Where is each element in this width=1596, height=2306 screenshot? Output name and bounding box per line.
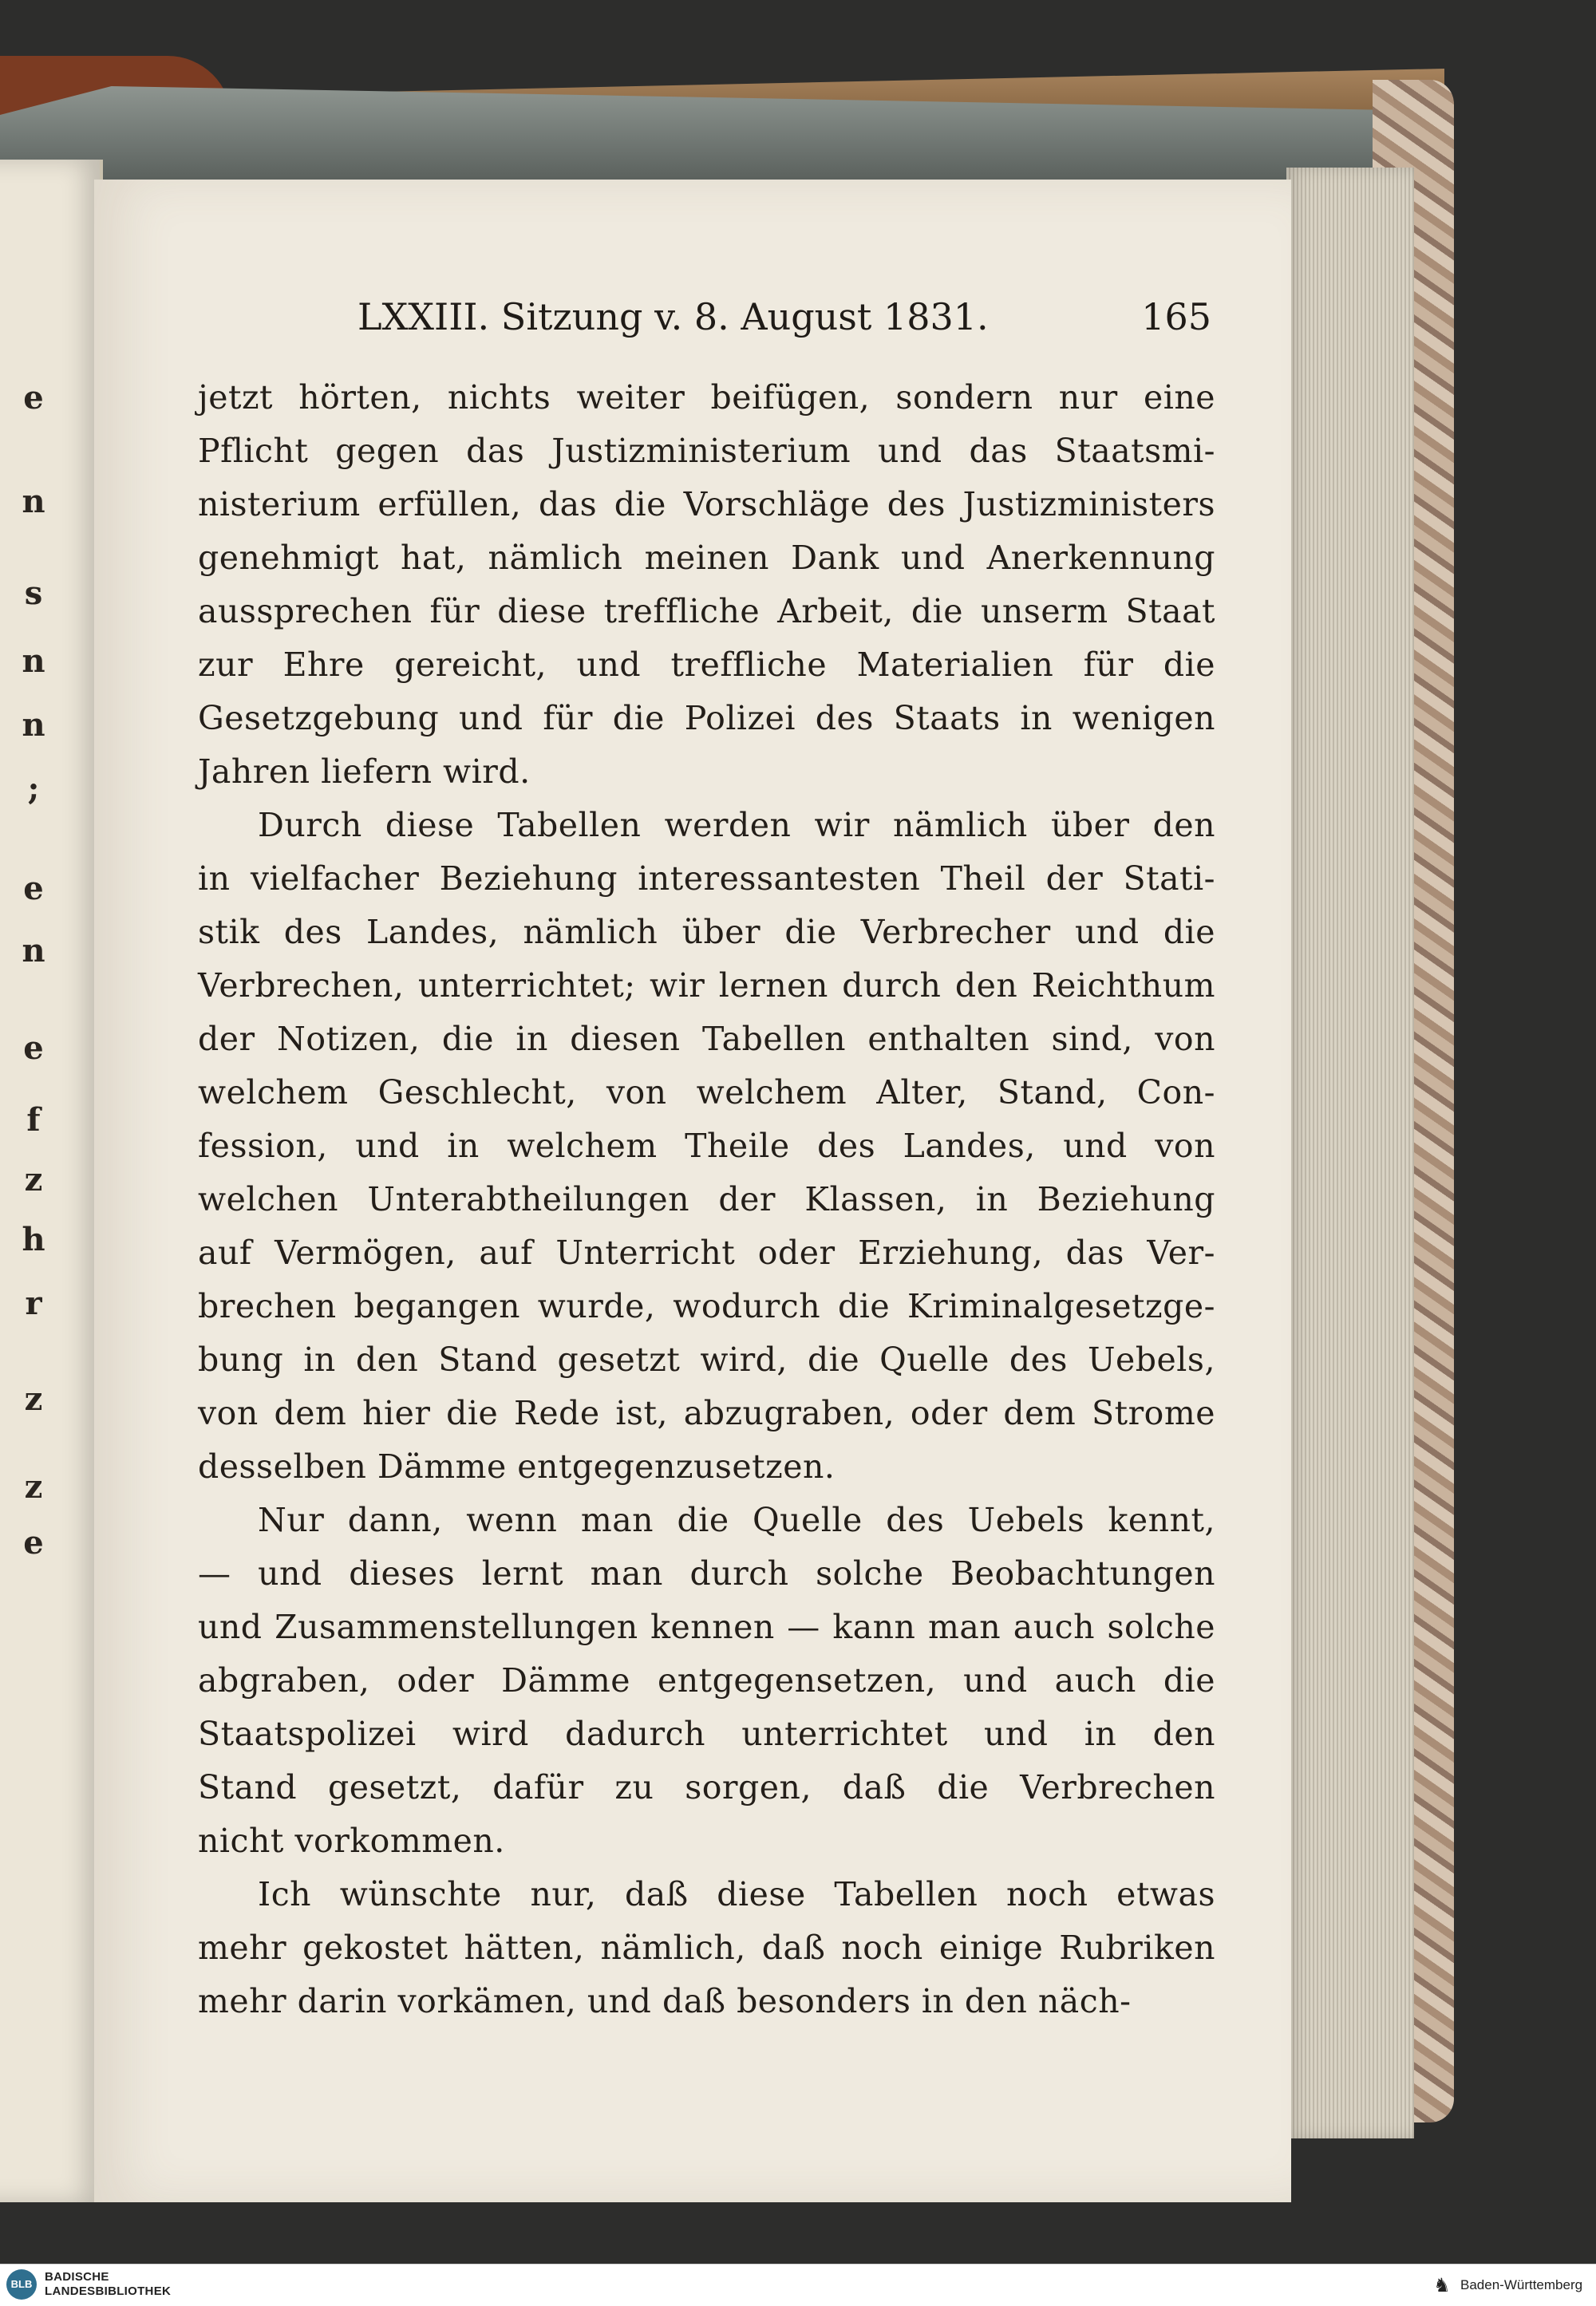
left-page-fragment: z bbox=[24, 1161, 43, 1198]
left-page-fragment: s bbox=[24, 575, 43, 612]
text-line: abgraben, oder Dämme entgegensetzen, und auch die bbox=[198, 1661, 1215, 1700]
text-line: zur Ehre gereicht, und treffliche Materialien für die bbox=[198, 646, 1215, 684]
book-page bbox=[94, 180, 1291, 2202]
library-name-line2: LANDESBIBLIOTHEK bbox=[45, 2284, 172, 2298]
left-page-fragment: z bbox=[24, 1468, 43, 1506]
text-line: welchem Geschlecht, von welchem Alter, Stand, Con- bbox=[198, 1073, 1215, 1112]
left-page-fragment: e bbox=[23, 1524, 44, 1562]
coat-of-arms-icon: ♞ bbox=[1433, 2274, 1451, 2296]
text-line: Durch diese Tabellen werden wir nämlich über den bbox=[258, 806, 1215, 844]
text-line: Gesetzgebung und für die Polizei des Staats in wenigen bbox=[198, 699, 1215, 737]
left-page-fragment: e bbox=[23, 870, 44, 907]
left-page-fragment: n bbox=[22, 483, 45, 520]
text-line: von dem hier die Rede ist, abzugraben, oder dem Strome bbox=[198, 1394, 1215, 1432]
text-line: welchen Unterabtheilungen der Klassen, in Beziehung bbox=[198, 1180, 1215, 1218]
page-block-side-edge bbox=[1286, 168, 1414, 2138]
text-line: desselben Dämme entgegenzusetzen. bbox=[198, 1447, 836, 1486]
text-line: Jahren liefern wird. bbox=[198, 752, 531, 791]
text-line: genehmigt hat, nämlich meinen Dank und Anerkennung bbox=[198, 539, 1215, 577]
running-header bbox=[358, 295, 1211, 351]
paragraph bbox=[198, 371, 1215, 799]
text-line: Staatspolizei wird dadurch unterrichtet und in den bbox=[198, 1715, 1215, 1753]
left-page-fragment: f bbox=[26, 1101, 41, 1139]
paragraph bbox=[198, 1494, 1215, 1868]
text-line: — und dieses lernt man durch solche Beobachtungen bbox=[198, 1554, 1215, 1593]
viewer-footer bbox=[0, 2264, 1596, 2306]
state-label[interactable]: Baden-Württemberg bbox=[1460, 2277, 1583, 2292]
paragraph bbox=[198, 1868, 1215, 2028]
text-line: fession, und in welchem Theile des Landes, und von bbox=[198, 1127, 1215, 1165]
left-page-fragment: e bbox=[23, 379, 44, 417]
left-page-fragment: e bbox=[23, 1029, 44, 1067]
text-line: brechen begangen wurde, wodurch die Kriminalgesetzge- bbox=[198, 1287, 1215, 1325]
text-line: Verbrechen, unterrichtet; wir lernen durch den Reichthum bbox=[198, 966, 1215, 1005]
left-page-fragment: n bbox=[22, 642, 45, 680]
library-name-line1: BADISCHE bbox=[45, 2270, 109, 2284]
text-line: aussprechen für diese treffliche Arbeit, die unserm Staat bbox=[198, 592, 1215, 630]
text-line: mehr gekostet hätten, nämlich, daß noch einige Rubriken bbox=[198, 1929, 1215, 1967]
header-title: LXXIII. Sitzung v. 8. August 1831. bbox=[358, 295, 989, 338]
text-line: der Notizen, die in diesen Tabellen enthalten sind, von bbox=[198, 1020, 1215, 1058]
body-text bbox=[198, 371, 1215, 2028]
left-facing-page bbox=[0, 160, 103, 2202]
text-line: auf Vermögen, auf Unterricht oder Erziehung, das Ver- bbox=[198, 1234, 1215, 1272]
left-page-fragment: ; bbox=[27, 770, 40, 807]
blb-logo-icon[interactable]: BLB bbox=[6, 2269, 37, 2300]
text-line: Pflicht gegen das Justizministerium und das Staatsmi- bbox=[198, 432, 1215, 470]
text-line: in vielfacher Beziehung interessantesten Theil der Stati- bbox=[198, 859, 1215, 898]
text-line: jetzt hörten, nichts weiter beifügen, sondern nur eine bbox=[198, 378, 1215, 417]
text-line: Ich wünschte nur, daß diese Tabellen noch etwas bbox=[258, 1875, 1215, 1913]
text-line: Nur dann, wenn man die Quelle des Uebels kennt, bbox=[258, 1501, 1215, 1539]
left-page-fragment: h bbox=[22, 1221, 45, 1258]
text-line: stik des Landes, nämlich über die Verbrecher und die bbox=[198, 913, 1215, 951]
left-page-fragment: n bbox=[22, 706, 45, 744]
text-line: nisterium erfüllen, das die Vorschläge des Justizministers bbox=[198, 485, 1215, 523]
page-number: 165 bbox=[1141, 295, 1211, 338]
text-line: mehr darin vorkämen, und daß besonders in den näch- bbox=[198, 1982, 1132, 2020]
text-line: nicht vorkommen. bbox=[198, 1822, 505, 1860]
text-line: Stand gesetzt, dafür zu sorgen, daß die Verbrechen bbox=[198, 1768, 1215, 1806]
left-page-fragment: n bbox=[22, 932, 45, 969]
left-page-fragment: r bbox=[25, 1285, 42, 1322]
left-page-fragment: z bbox=[24, 1380, 43, 1418]
text-line: bung in den Stand gesetzt wird, die Quelle des Uebels, bbox=[198, 1341, 1215, 1379]
paragraph bbox=[198, 799, 1215, 1494]
text-line: und Zusammenstellungen kennen — kann man auch solche bbox=[198, 1608, 1215, 1646]
